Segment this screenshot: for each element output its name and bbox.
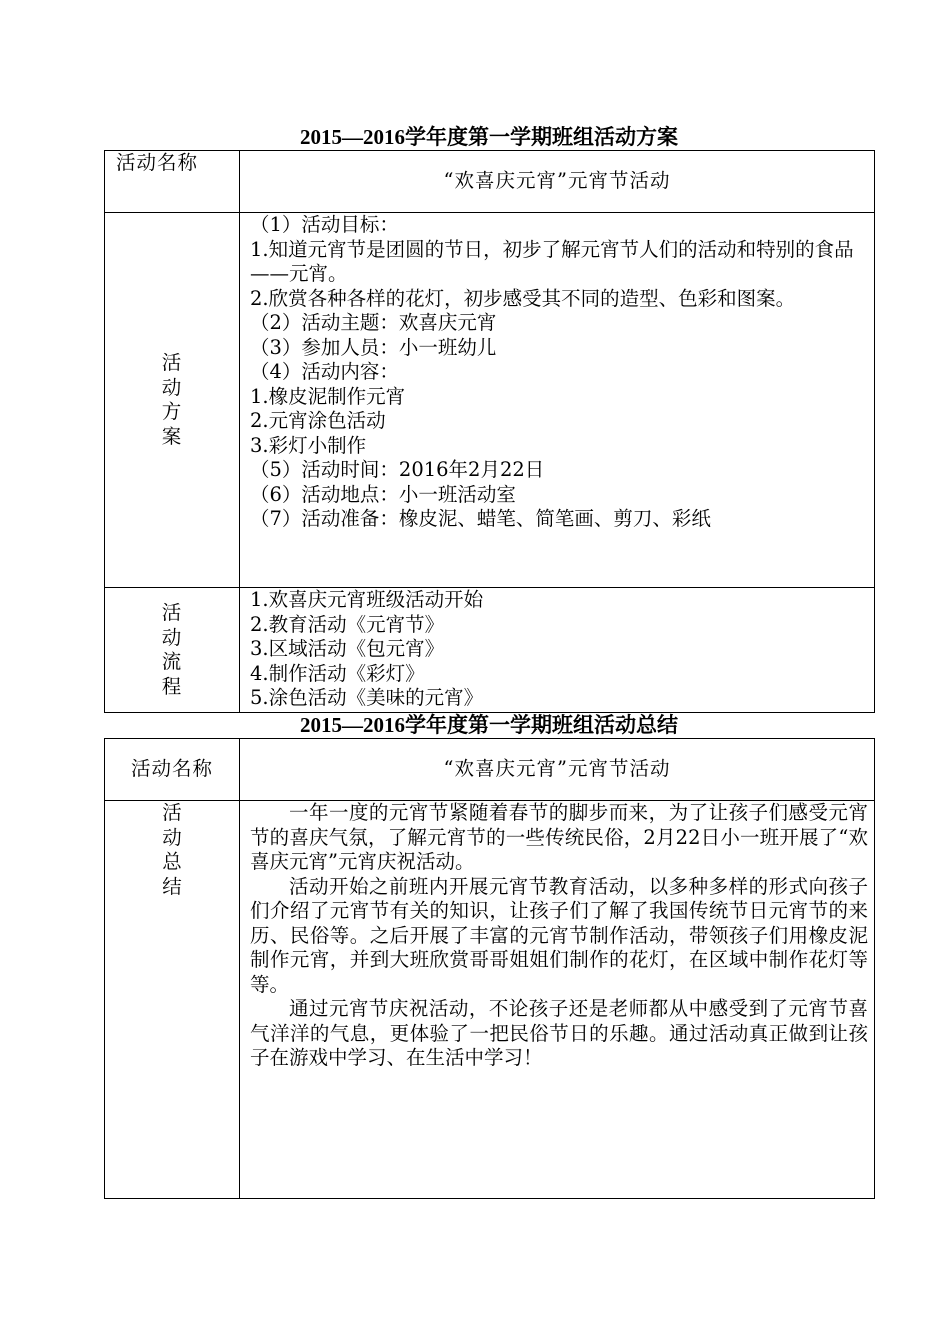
- summary-name-label: 活动名称: [105, 739, 240, 801]
- plan-line: 2.元宵涂色活动: [250, 409, 386, 432]
- plan-label-char: 动: [161, 375, 183, 399]
- flow-label-cell: [105, 588, 240, 713]
- flow-line: 4.制作活动《彩灯》: [250, 661, 425, 685]
- plan-name-label: [105, 151, 240, 213]
- flow-line: 5.涂色活动《美味的元宵》: [250, 686, 484, 709]
- plan-name-row: [105, 151, 875, 213]
- flow-label-char: 动: [161, 625, 183, 649]
- plan-line: 1.橡皮泥制作元宵: [250, 384, 406, 408]
- summary-paragraph: 活动开始之前班内开展元宵节教育活动，以多种多样的形式向孩子们介绍了元宵节有关的知识，让孩子们了解了我国传统节日元宵节的来历、民俗等。之后开展了丰富的元宵节制作活动，带领孩子们用橡皮泥制作元宵，并到大班欣赏哥哥姐姐们制作的花灯，在区域中制作花灯等等。: [250, 874, 868, 996]
- plan-name-label-text: 活动名称: [116, 151, 199, 174]
- flow-line: 1.欢喜庆元宵班级活动开始: [250, 588, 484, 611]
- plan-label-cell: [105, 213, 240, 588]
- summary-label-char: 结: [162, 874, 182, 898]
- plan-line: （4）活动内容：: [250, 360, 399, 383]
- plan-line: 2.欣赏各种各样的花灯，初步感受其不同的造型、色彩和图案。: [250, 286, 796, 310]
- summary-paragraph: 通过元宵节庆祝活动，不论孩子还是老师都从中感受到了元宵节喜气洋洋的气息，更体验了一把民俗节日的乐趣。通过活动真正做到让孩子在游戏中学习、在生活中学习！: [250, 997, 868, 1069]
- plan-line: （3）参加人员：小一班幼儿: [250, 335, 497, 359]
- summary-content-row: [105, 801, 875, 1199]
- plan-label-char: 方: [161, 400, 183, 423]
- flow-label-char: 程: [161, 674, 183, 698]
- plan-title: 2015—2016学年度第一学期班组活动方案: [300, 125, 678, 149]
- flow-content: [240, 588, 875, 713]
- flow-line: 2.教育活动《元宵节》: [250, 612, 445, 636]
- plan-name-value: “欢喜庆元宵”元宵节活动: [240, 151, 875, 213]
- summary-label-char: 活: [162, 801, 182, 824]
- plan-line: （5）活动时间：2016年2月22日: [250, 458, 545, 481]
- plan-line: 1.知道元宵节是团圆的节日，初步了解元宵节人们的活动和特别的食品——元宵。: [250, 237, 854, 285]
- plan-line: （6）活动地点：小一班活动室: [250, 482, 516, 506]
- plan-flow-row: [105, 588, 875, 713]
- summary-table: [104, 738, 875, 1199]
- summary-title: 2015—2016学年度第一学期班组活动总结: [300, 713, 678, 737]
- plan-line: （1）活动目标：: [250, 213, 399, 236]
- summary-paragraph: 一年一度的元宵节紧随着春节的脚步而来，为了让孩子们感受元宵节的喜庆气氛，了解元宵节的一些传统民俗，2月22日小一班开展了“欢喜庆元宵”元宵庆祝活动。: [250, 801, 868, 873]
- plan-content-row: [105, 213, 875, 588]
- plan-line: （2）活动主题：欢喜庆元宵: [250, 311, 497, 334]
- summary-label-cell: [105, 801, 240, 1199]
- flow-label-char: 流: [161, 650, 183, 673]
- summary-content: [240, 801, 875, 1199]
- flow-line: 3.区域活动《包元宵》: [250, 637, 445, 660]
- summary-name-value: “欢喜庆元宵”元宵节活动: [240, 739, 875, 801]
- plan-label-char: 案: [161, 424, 183, 448]
- plan-content: [240, 213, 875, 588]
- plan-line: （7）活动准备：橡皮泥、蜡笔、简笔画、剪刀、彩纸: [250, 507, 711, 530]
- summary-name-row: [105, 739, 875, 801]
- plan-line: 3.彩灯小制作: [250, 433, 367, 457]
- flow-label-char: 活: [161, 601, 183, 624]
- summary-label-char: 总: [162, 850, 182, 873]
- plan-table: [104, 150, 875, 713]
- summary-label-char: 动: [162, 825, 182, 849]
- plan-label-char: 活: [161, 351, 183, 374]
